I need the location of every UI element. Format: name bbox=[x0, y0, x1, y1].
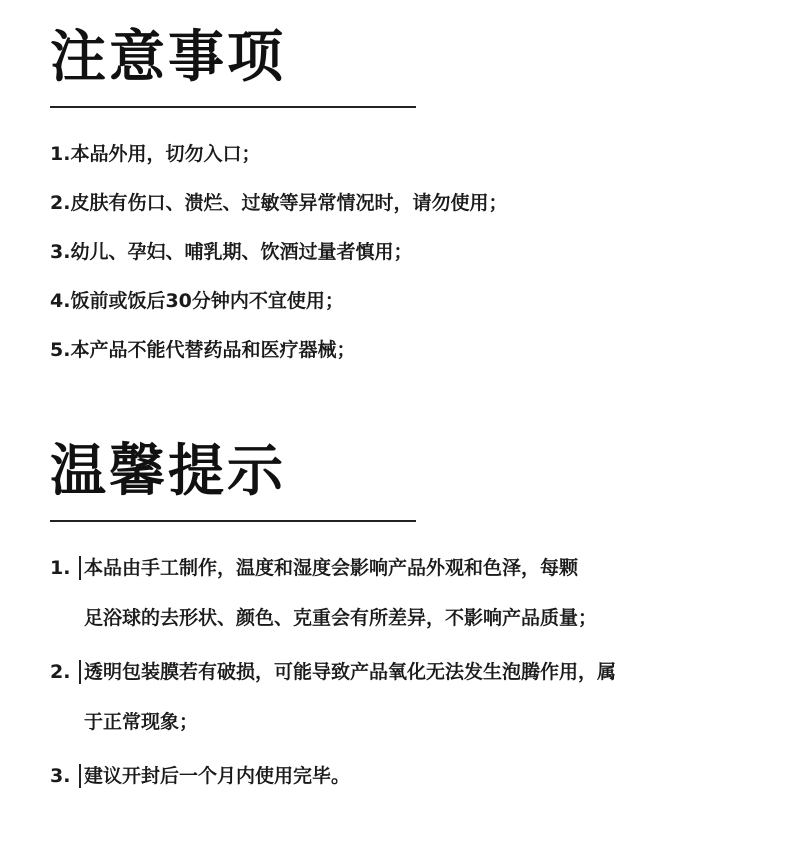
tips-section bbox=[50, 440, 750, 801]
tips-divider bbox=[50, 520, 416, 522]
tip-number: 2. bbox=[50, 647, 84, 747]
tip-line: 建议开封后一个月内使用完毕。 bbox=[84, 765, 351, 787]
tips-title: 温馨提示 bbox=[50, 439, 286, 504]
tip-text bbox=[84, 647, 616, 747]
tips-list bbox=[50, 543, 750, 801]
tip-item-3 bbox=[50, 751, 750, 801]
tip-number: 1. bbox=[50, 543, 84, 643]
notice-item-2: 2.皮肤有伤口、溃烂、过敏等异常情况时，请勿使用； bbox=[50, 192, 508, 214]
notice-list bbox=[50, 142, 750, 362]
tip-line: 透明包装膜若有破损，可能导致产品氧化无法发生泡腾作用，属 bbox=[84, 661, 617, 683]
tip-text bbox=[84, 751, 350, 801]
tip-line: 足浴球的去形状、颜色、克重会有所差异，不影响产品质量； bbox=[84, 607, 598, 629]
notice-item-3: 3.幼儿、孕妇、哺乳期、饮酒过量者慎用； bbox=[50, 241, 413, 263]
notice-item-1: 1.本品外用，切勿入口； bbox=[50, 143, 261, 165]
notice-section bbox=[50, 26, 750, 362]
tip-line: 于正常现象； bbox=[84, 711, 199, 733]
tip-text bbox=[84, 543, 597, 643]
tip-item-1 bbox=[50, 543, 750, 643]
notice-item-4: 4.饭前或饭后30分钟内不宜使用； bbox=[50, 290, 344, 312]
notice-title: 注意事项 bbox=[50, 25, 286, 90]
tip-line: 本品由手工制作，温度和湿度会影响产品外观和色泽，每颗 bbox=[84, 557, 579, 579]
notice-item-5: 5.本产品不能代替药品和医疗器械； bbox=[50, 339, 356, 361]
tip-number: 3. bbox=[50, 751, 84, 801]
tip-item-2 bbox=[50, 647, 750, 747]
notice-divider bbox=[50, 106, 416, 108]
